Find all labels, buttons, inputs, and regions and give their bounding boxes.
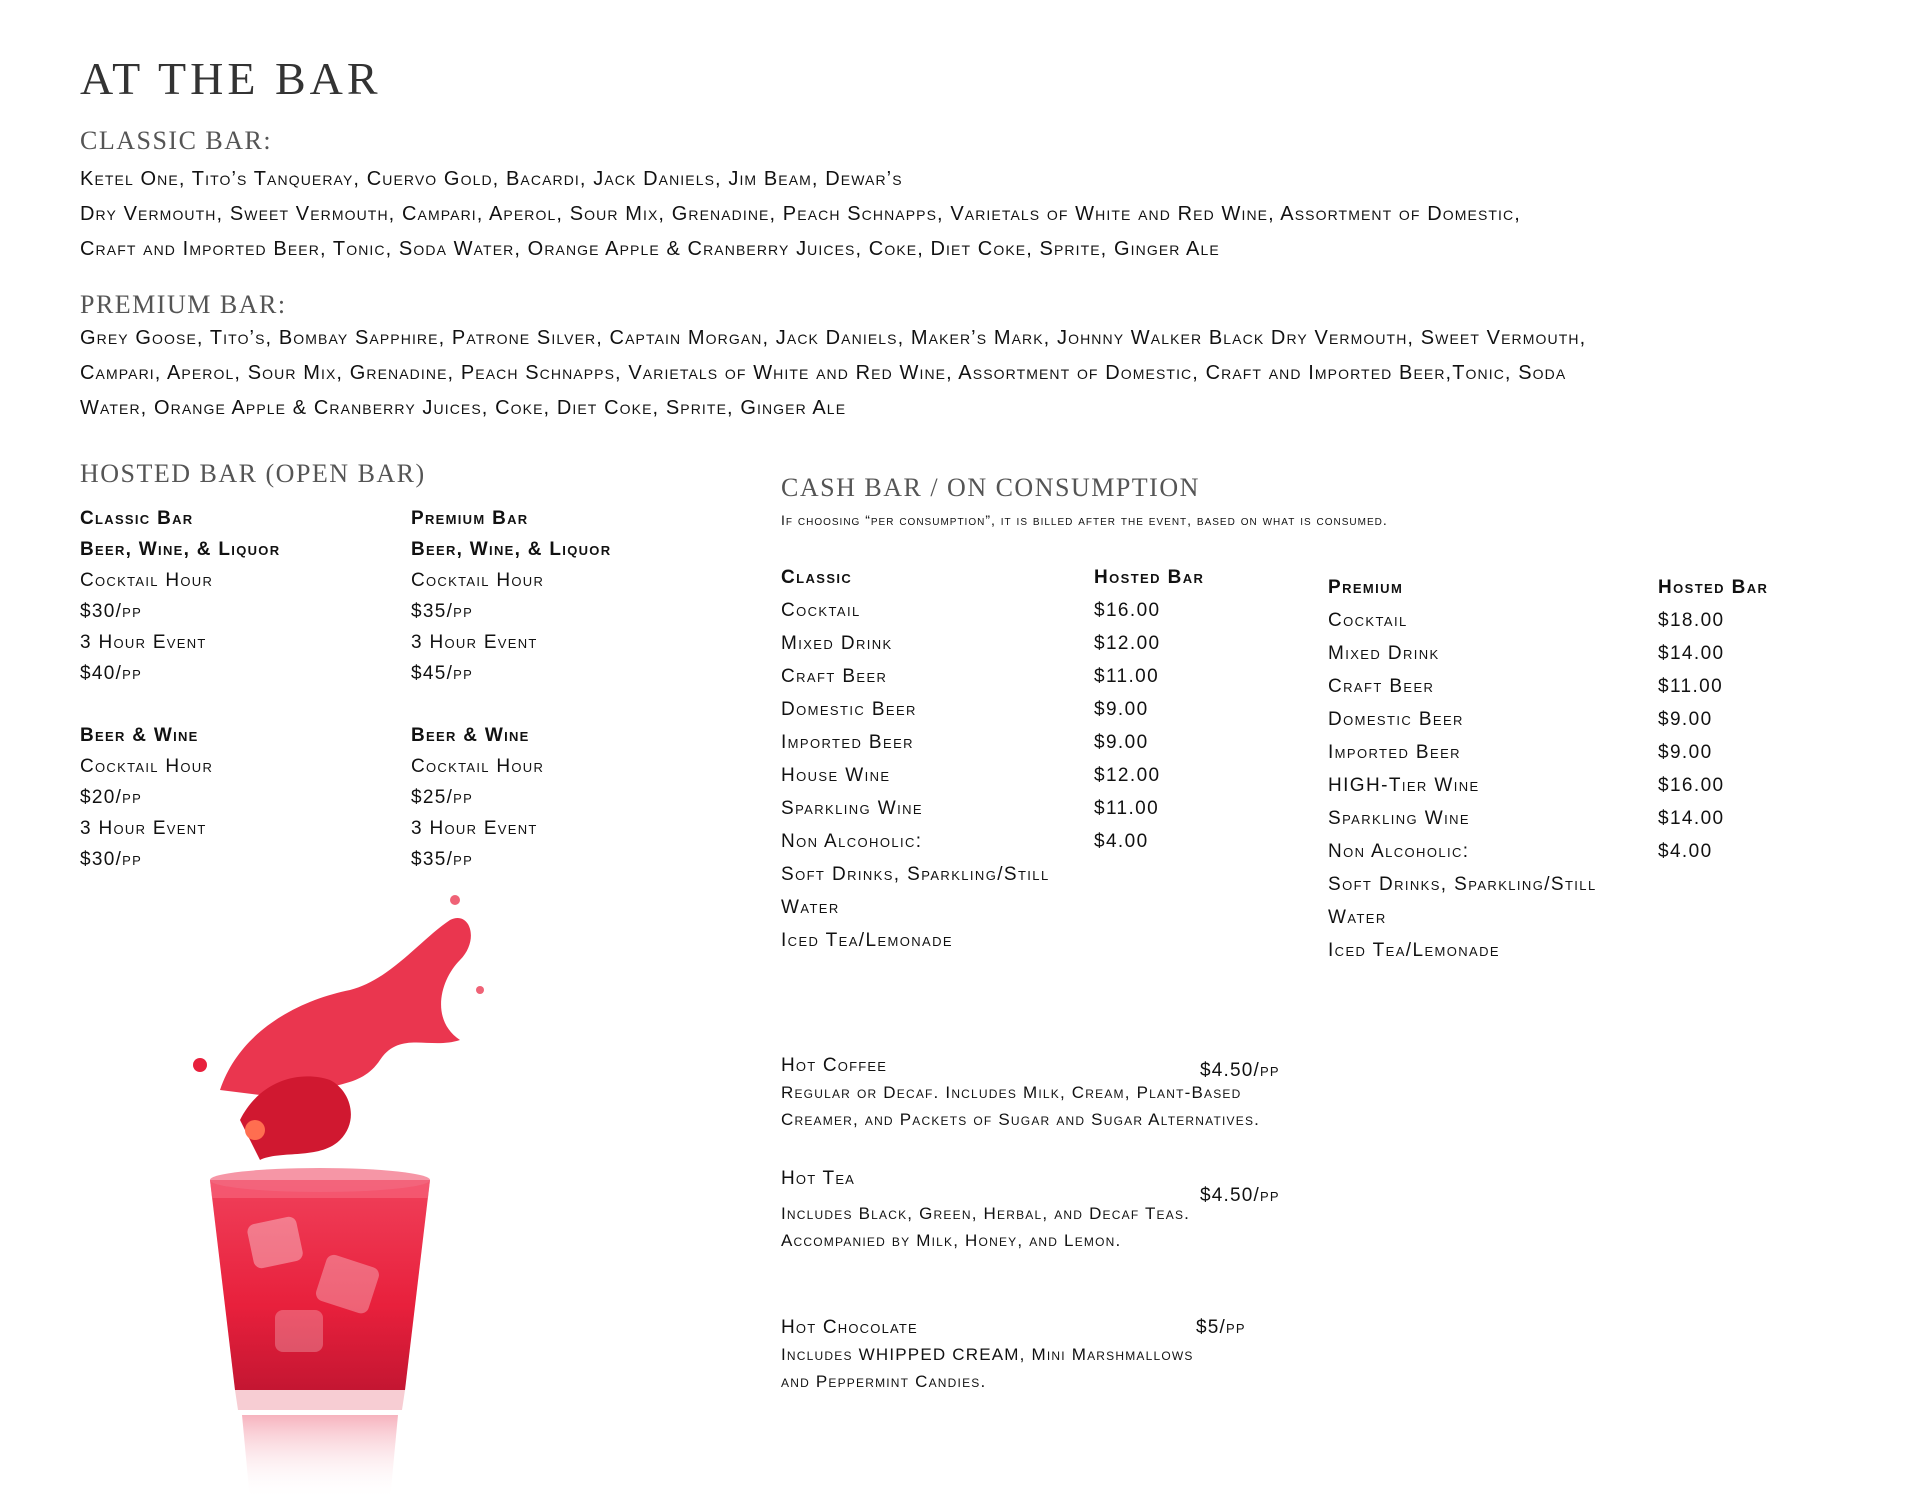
hosted-classic-item: 3 Hour Event — [80, 818, 207, 839]
hosted-premium-column — [411, 503, 611, 875]
table-item-label: Soft Drinks, Sparkling/Still — [1328, 874, 1597, 895]
table-item-label: Mixed Drink — [781, 633, 893, 654]
hosted-premium-sub2: Beer & Wine — [411, 725, 530, 746]
hot-drink-desc: Regular or Decaf. Includes Milk, Cream, Plant-Based — [781, 1083, 1242, 1102]
table-item-label: Cocktail — [781, 600, 861, 621]
table-header — [1328, 577, 1798, 610]
table-item-label: Imported Beer — [1328, 742, 1461, 763]
hot-tea-item — [781, 1165, 1301, 1255]
premium-bar-line: Water, Orange Apple & Cranberry Juices, Coke, Diet Coke, Sprite, Ginger Ale — [80, 397, 847, 419]
hot-drink-price: $4.50/pp — [1200, 1185, 1280, 1206]
table-item-price: $12.00 — [1094, 633, 1161, 654]
hosted-premium-heading: Premium Bar — [411, 508, 529, 529]
hosted-classic-item: 3 Hour Event — [80, 632, 207, 653]
hot-drink-name: Hot Chocolate — [781, 1317, 918, 1338]
hosted-classic-item: $40/pp — [80, 663, 143, 684]
hosted-classic-item: $30/pp — [80, 601, 143, 622]
hot-chocolate-item — [781, 1314, 1301, 1394]
table-item-price: $16.00 — [1094, 600, 1161, 621]
table-row — [781, 798, 1201, 831]
hot-drink-desc: Includes WHIPPED CREAM, Mini Marshmallows — [781, 1345, 1194, 1364]
classic-bar-line: Ketel One, Tito’s Tanqueray, Cuervo Gold, Bacardi, Jack Daniels, Jim Beam, Dewar’s — [80, 168, 903, 190]
hosted-premium-item: $35/pp — [411, 601, 474, 622]
table-header — [781, 567, 1205, 600]
hot-drink-name: Hot Tea — [781, 1168, 856, 1189]
cash-classic-table — [781, 567, 1205, 963]
hosted-classic-item: $30/pp — [80, 849, 143, 870]
hot-drink-desc: and Peppermint Candies. — [781, 1372, 987, 1391]
table-item-label: Non Alcoholic: — [1328, 841, 1470, 862]
cash-premium-table — [1328, 577, 1798, 973]
classic-bar-title: CLASSIC BAR: — [80, 126, 273, 155]
hot-drink-desc: Creamer, and Packets of Sugar and Sugar Alternatives. — [781, 1110, 1261, 1129]
table-row — [1328, 841, 1798, 874]
table-row — [1328, 676, 1798, 709]
hosted-classic-item: Cocktail Hour — [80, 570, 214, 591]
table-row — [781, 699, 1201, 732]
table-row — [1328, 940, 1798, 973]
table-item-price: $12.00 — [1094, 765, 1161, 786]
hot-drink-name: Hot Coffee — [781, 1055, 888, 1076]
table-row — [781, 864, 1201, 897]
table-item-label: Sparkling Wine — [781, 798, 923, 819]
hosted-classic-sub1: Beer, Wine, & Liquor — [80, 539, 281, 560]
table-item-price: $4.00 — [1658, 841, 1713, 862]
hosted-classic-column — [80, 503, 280, 875]
table-row — [781, 831, 1201, 864]
cash-premium-col1: Premium — [1328, 577, 1404, 598]
table-item-price: $9.00 — [1658, 709, 1713, 730]
hosted-premium-item: 3 Hour Event — [411, 632, 538, 653]
hosted-premium-item: $35/pp — [411, 849, 474, 870]
table-row — [1328, 610, 1798, 643]
table-row — [1328, 874, 1798, 907]
cocktail-glass-icon — [180, 880, 560, 1500]
hosted-premium-item: Cocktail Hour — [411, 570, 545, 591]
table-item-price: $9.00 — [1094, 732, 1149, 753]
table-item-label: Water — [1328, 907, 1387, 928]
table-item-label: Craft Beer — [781, 666, 888, 687]
table-item-label: Soft Drinks, Sparkling/Still — [781, 864, 1050, 885]
table-item-label: Imported Beer — [781, 732, 914, 753]
hosted-premium-item: Cocktail Hour — [411, 756, 545, 777]
table-item-label: House Wine — [781, 765, 891, 786]
table-row — [781, 930, 1201, 963]
table-item-label: Non Alcoholic: — [781, 831, 923, 852]
table-item-label: Domestic Beer — [1328, 709, 1464, 730]
hosted-premium-item: 3 Hour Event — [411, 818, 538, 839]
table-item-price: $11.00 — [1094, 666, 1160, 687]
table-row — [1328, 907, 1798, 940]
table-item-price: $4.00 — [1094, 831, 1149, 852]
cash-bar-note: If choosing “per consumption”, it is billed after the event, based on what is consumed. — [781, 512, 1388, 528]
table-item-label: Sparkling Wine — [1328, 808, 1470, 829]
hosted-premium-item: $25/pp — [411, 787, 474, 808]
table-item-price: $11.00 — [1094, 798, 1160, 819]
premium-bar-title: PREMIUM BAR: — [80, 290, 287, 319]
hosted-classic-heading: Classic Bar — [80, 508, 194, 529]
table-item-label: Craft Beer — [1328, 676, 1435, 697]
table-item-price: $18.00 — [1658, 610, 1725, 631]
premium-bar-line: Grey Goose, Tito’s, Bombay Sapphire, Patrone Silver, Captain Morgan, Jack Daniels, Maker’s Mark, Johnny Walker Black Dry Vermouth, Sweet Vermouth, — [80, 327, 1587, 349]
table-row — [781, 732, 1201, 765]
hot-drink-desc: Includes Black, Green, Herbal, and Decaf Teas. — [781, 1204, 1191, 1223]
table-row — [1328, 742, 1798, 775]
cocktail-glass-image — [180, 880, 560, 1500]
table-row — [781, 897, 1201, 930]
cash-classic-col2: Hosted Bar — [1094, 567, 1205, 588]
hosted-classic-item: $20/pp — [80, 787, 143, 808]
hosted-premium-sub1: Beer, Wine, & Liquor — [411, 539, 612, 560]
hot-coffee-item — [781, 1052, 1301, 1132]
table-row — [781, 600, 1201, 633]
table-item-price: $9.00 — [1094, 699, 1149, 720]
hot-drink-price: $4.50/pp — [1200, 1060, 1280, 1081]
table-item-price: $9.00 — [1658, 742, 1713, 763]
cash-classic-col1: Classic — [781, 567, 853, 588]
table-item-label: Water — [781, 897, 840, 918]
table-item-label: Domestic Beer — [781, 699, 917, 720]
table-item-price: $14.00 — [1658, 808, 1725, 829]
table-item-label: Mixed Drink — [1328, 643, 1440, 664]
table-item-price: $16.00 — [1658, 775, 1725, 796]
hosted-bar-title: HOSTED BAR (OPEN BAR) — [80, 459, 426, 488]
table-row — [781, 765, 1201, 798]
premium-bar-list — [80, 321, 1730, 426]
table-row — [1328, 709, 1798, 742]
table-row — [781, 666, 1201, 699]
hot-drink-price: $5/pp — [1196, 1317, 1246, 1338]
classic-bar-line: Dry Vermouth, Sweet Vermouth, Campari, Aperol, Sour Mix, Grenadine, Peach Schnapps, Varietals of White and Red Wine, Assortment of Domestic, — [80, 203, 1521, 225]
table-item-label: Iced Tea/Lemonade — [781, 930, 953, 951]
table-row — [1328, 808, 1798, 841]
classic-bar-line: Craft and Imported Beer, Tonic, Soda Water, Orange Apple & Cranberry Juices, Coke, Diet Coke, Sprite, Ginger Ale — [80, 238, 1220, 260]
cash-bar-title: CASH BAR / ON CONSUMPTION — [781, 473, 1200, 502]
table-item-label: HIGH-Tier Wine — [1328, 775, 1480, 796]
table-row — [781, 633, 1201, 666]
page-title: AT THE BAR — [80, 53, 382, 104]
classic-bar-list — [80, 162, 1730, 267]
table-item-price: $14.00 — [1658, 643, 1725, 664]
premium-bar-line: Campari, Aperol, Sour Mix, Grenadine, Peach Schnapps, Varietals of White and Red Wine, Assortment of Domestic, Craft and Imported Beer,Tonic, Soda — [80, 362, 1567, 384]
table-row — [1328, 775, 1798, 808]
hot-drink-desc: Accompanied by Milk, Honey, and Lemon. — [781, 1231, 1122, 1250]
hosted-classic-sub2: Beer & Wine — [80, 725, 199, 746]
table-item-label: Cocktail — [1328, 610, 1408, 631]
hosted-premium-item: $45/pp — [411, 663, 474, 684]
hosted-classic-item: Cocktail Hour — [80, 756, 214, 777]
cash-premium-col2: Hosted Bar — [1658, 577, 1769, 598]
table-item-price: $11.00 — [1658, 676, 1724, 697]
table-item-label: Iced Tea/Lemonade — [1328, 940, 1500, 961]
table-row — [1328, 643, 1798, 676]
